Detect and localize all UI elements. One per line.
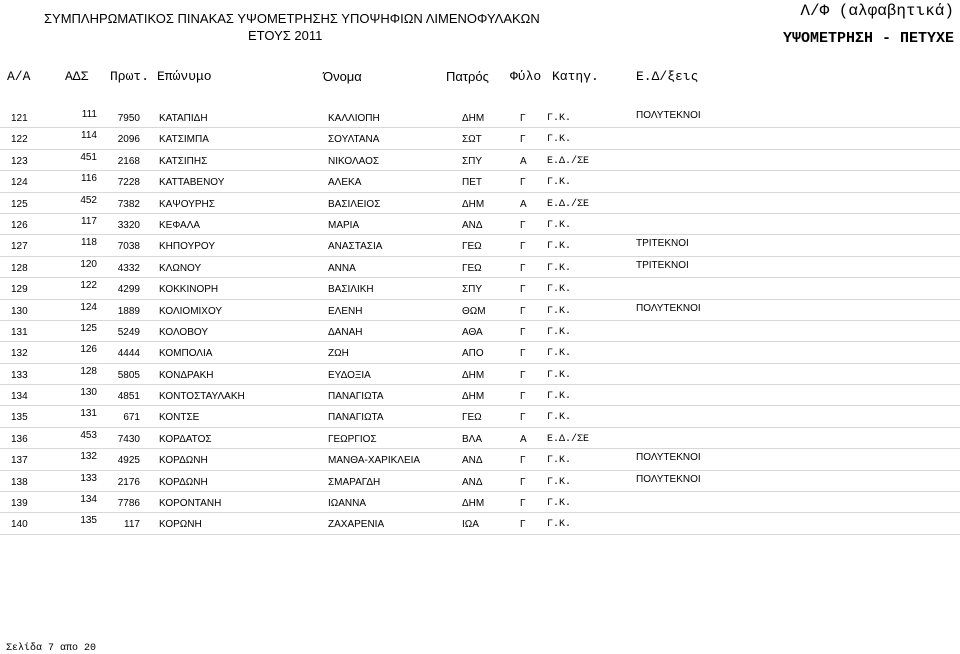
cell-ads: 118 [81,237,97,249]
cell-name: ΒΑΣΙΛΙΚΗ [328,284,374,296]
cell-name: ΚΑΛΛΙΟΠΗ [328,113,380,124]
cell-ads: 114 [81,130,97,142]
table-row [0,364,960,385]
cell-ads: 133 [80,472,97,484]
cell-extra: ΠΟΛΥΤΕΚΝΟΙ [636,452,701,464]
cell-surname: ΚΑΤΤΑΒΕΝΟΥ [159,177,225,189]
cell-father: ΑΝΔ [462,219,483,231]
cell-prot: 117 [124,519,140,531]
cell-sex: Α [520,155,527,167]
cell-father: ΓΕΩ [462,262,482,274]
table-row [0,171,960,192]
cell-aa: 125 [11,198,28,210]
cell-ads: 128 [80,365,97,377]
cell-aa: 139 [11,498,28,510]
cell-prot: 5805 [117,369,140,381]
cell-extra: ΠΟΛΥΤΕΚΝΟΙ [636,110,701,121]
cell-ads: 132 [80,451,97,463]
cell-prot: 7950 [117,113,140,124]
table-row [0,193,960,214]
cell-extra: ΠΟΛΥΤΕΚΝΟΙ [636,302,701,314]
table-row [0,278,960,299]
cell-aa: 123 [11,155,28,167]
cell-category: Γ.Κ. [547,476,572,488]
cell-ads: 126 [80,344,97,356]
table-row [0,150,960,171]
cell-surname: ΚΑΨΟΥΡΗΣ [159,198,215,210]
cell-surname: ΚΟΝΔΡΑΚΗ [159,369,214,381]
cell-father: ΣΠΥ [462,284,483,296]
cell-category: Γ.Κ. [547,326,572,338]
cell-name: ΜΑΝΘΑ-ΧΑΡΙΚΛΕΙΑ [328,455,421,467]
cell-prot: 7228 [117,177,140,189]
table-row [0,257,960,278]
cell-surname: ΚΟΛΟΒΟΥ [159,326,209,338]
cell-sex: Γ [520,113,526,124]
document-year: ΕΤΟΥΣ 2011 [248,28,323,43]
cell-aa: 133 [11,369,28,381]
cell-ads: 117 [81,215,97,227]
cell-father: ΓΕΩ [462,412,482,424]
cell-prot: 3320 [117,219,140,231]
cell-category: Γ.Κ. [547,369,572,381]
cell-name: ΠΑΝΑΓΙΩΤΑ [328,391,384,403]
cell-surname: ΚΟΡΔΩΝΗ [159,455,208,467]
cell-prot: 4299 [117,284,140,296]
cell-category: Γ.Κ. [547,134,572,146]
cell-prot: 4851 [117,391,140,403]
table-row [0,235,960,256]
table-row [0,300,960,321]
cell-father: ΔΗΜ [462,113,485,124]
cell-aa: 138 [11,476,28,488]
cell-surname: ΚΟΡΟΝΤΑΝΗ [159,498,222,510]
column-header-prot: Πρωτ. [110,69,150,84]
cell-sex: Γ [520,241,526,253]
cell-father: ΙΩΑ [462,519,479,531]
cell-category: Γ.Κ. [547,113,572,124]
table-row [0,107,960,128]
cell-aa: 121 [11,113,28,124]
table-row [0,214,960,235]
table-row [0,128,960,149]
cell-prot: 671 [123,412,140,424]
table-row [0,449,960,470]
cell-category: Γ.Κ. [547,412,572,424]
cell-name: ΑΝΝΑ [328,262,356,274]
cell-sex: Γ [520,498,526,510]
cell-surname: ΚΟΡΔΩΝΗ [159,476,208,488]
cell-ads: 130 [80,387,97,399]
cell-name: ΖΩΗ [328,348,349,360]
column-header-sex: Φύλο [510,69,542,84]
cell-category: Γ.Κ. [547,519,572,531]
cell-father: ΣΩΤ [462,134,482,146]
cell-category: Ε.Δ./ΣΕ [547,433,590,445]
column-header-category: Κατηγ. [552,69,599,84]
cell-category: Γ.Κ. [547,348,572,360]
cell-category: Γ.Κ. [547,455,572,467]
cell-ads: 124 [80,301,97,313]
cell-prot: 1889 [117,305,140,317]
cell-ads: 135 [80,515,97,527]
cell-category: Ε.Δ./ΣΕ [547,155,590,167]
cell-surname: ΚΟΝΤΟΣΤΑΥΛΑΚΗ [159,391,245,403]
cell-sex: Γ [520,391,526,403]
cell-name: ΣΜΑΡΑΓΔΗ [328,476,381,488]
table-row [0,428,960,449]
cell-surname: ΚΟΛΙΟΜΙΧΟΥ [159,305,223,317]
table-row [0,513,960,534]
cell-prot: 4444 [117,348,140,360]
cell-surname: ΚΗΠΟΥΡΟΥ [159,241,216,253]
cell-sex: Γ [520,284,526,296]
cell-father: ΔΗΜ [462,391,485,403]
cell-sex: Γ [520,262,526,274]
sort-order-label: Λ/Φ (αλφαβητικά) [800,2,954,20]
cell-father: ΑΘΑ [462,326,483,338]
cell-ads: 453 [80,429,97,441]
cell-sex: Γ [520,348,526,360]
cell-father: ΔΗΜ [462,369,485,381]
cell-category: Γ.Κ. [547,177,572,189]
column-header-name: Όνομα [323,69,362,84]
table-row [0,385,960,406]
cell-name: ΜΑΡΙΑ [328,219,360,231]
cell-category: Ε.Δ./ΣΕ [547,198,590,210]
cell-name: ΕΥΔΟΞΙΑ [328,369,371,381]
cell-surname: ΚΟΚΚΙΝΟΡΗ [159,284,219,296]
cell-name: ΔΑΝΑΗ [328,326,363,338]
cell-prot: 4332 [117,262,140,274]
cell-category: Γ.Κ. [547,498,572,510]
cell-father: ΓΕΩ [462,241,482,253]
cell-name: ΝΙΚΟΛΑΟΣ [328,155,380,167]
cell-sex: Γ [520,326,526,338]
cell-father: ΔΗΜ [462,498,485,510]
cell-aa: 140 [11,519,28,531]
cell-surname: ΚΟΝΤΣΕ [159,412,200,424]
cell-ads: 122 [80,280,97,292]
cell-aa: 131 [11,326,28,338]
cell-aa: 136 [11,433,28,445]
cell-prot: 7786 [117,498,140,510]
cell-prot: 7382 [117,198,140,210]
column-header-extra: Ε.Δ/ξεις [636,69,699,84]
cell-aa: 126 [11,219,28,231]
cell-ads: 111 [81,109,97,120]
cell-surname: ΚΟΜΠΟΛΙΑ [159,348,213,360]
cell-name: ΖΑΧΑΡΕΝΙΑ [328,519,385,531]
cell-father: ΘΩΜ [462,305,486,317]
cell-ads: 131 [80,408,97,420]
cell-prot: 2168 [117,155,140,167]
cell-category: Γ.Κ. [547,391,572,403]
cell-aa: 134 [11,391,28,403]
cell-category: Γ.Κ. [547,284,572,296]
cell-sex: Γ [520,134,526,146]
cell-category: Γ.Κ. [547,219,572,231]
cell-father: ΑΝΔ [462,455,483,467]
results-table [0,107,960,535]
column-header-surname: Επώνυμο [157,69,212,84]
column-header-father: Πατρός [446,69,489,84]
cell-name: ΓΕΩΡΓΙΟΣ [328,433,377,445]
cell-category: Γ.Κ. [547,262,572,274]
cell-aa: 122 [11,134,28,146]
cell-sex: Γ [520,305,526,317]
cell-aa: 130 [11,305,28,317]
cell-father: ΔΗΜ [462,198,485,210]
table-row [0,406,960,427]
column-header-ads: ΑΔΣ [65,69,89,84]
cell-prot: 5249 [117,326,140,338]
cell-prot: 4925 [117,455,140,467]
cell-father: ΑΝΔ [462,476,483,488]
document-title: ΣΥΜΠΛΗΡΩΜΑΤΙΚΟΣ ΠΙΝΑΚΑΣ ΥΨΟΜΕΤΡΗΣΗΣ ΥΠΟΨΗΦΙΩΝ ΛΙΜΕΝΟΦΥΛΑΚΩΝ [44,11,540,26]
table-row [0,471,960,492]
cell-sex: Γ [520,519,526,531]
cell-ads: 125 [80,322,97,334]
cell-ads: 451 [80,151,97,163]
cell-surname: ΚΑΤΣΙΠΗΣ [159,155,208,167]
cell-category: Γ.Κ. [547,305,572,317]
cell-name: ΑΝΑΣΤΑΣΙΑ [328,241,383,253]
cell-name: ΣΟΥΛΤΑΝΑ [328,134,380,146]
table-row [0,492,960,513]
table-row [0,342,960,363]
table-row [0,321,960,342]
cell-name: ΕΛΕΝΗ [328,305,363,317]
cell-surname: ΚΛΩΝΟΥ [159,262,202,274]
cell-name: ΠΑΝΑΓΙΩΤΑ [328,412,384,424]
cell-aa: 132 [11,348,28,360]
cell-father: ΠΕΤ [462,177,482,189]
cell-surname: ΚΟΡΔΑΤΟΣ [159,433,212,445]
cell-aa: 135 [11,412,28,424]
cell-surname: ΚΕΦΑΛΑ [159,219,201,231]
cell-aa: 127 [11,241,28,253]
cell-prot: 7430 [117,433,140,445]
cell-surname: ΚΑΤΣΙΜΠΑ [159,134,209,146]
cell-prot: 2176 [117,476,140,488]
cell-father: ΑΠΟ [462,348,484,360]
cell-surname: ΚΟΡΩΝΗ [159,519,202,531]
cell-extra: ΠΟΛΥΤΕΚΝΟΙ [636,473,701,485]
column-header-aa: Α/Α [7,69,31,84]
cell-sex: Γ [520,412,526,424]
cell-sex: Γ [520,476,526,488]
cell-category: Γ.Κ. [547,241,572,253]
cell-aa: 128 [11,262,28,274]
cell-sex: Α [520,433,527,445]
cell-extra: ΤΡΙΤΕΚΝΟΙ [636,259,689,271]
cell-aa: 129 [11,284,28,296]
cell-name: ΒΑΣΙΛΕΙΟΣ [328,198,381,210]
cell-father: ΣΠΥ [462,155,483,167]
cell-sex: Γ [520,177,526,189]
cell-aa: 137 [11,455,28,467]
cell-prot: 7038 [117,241,140,253]
cell-ads: 452 [80,194,97,206]
cell-sex: Γ [520,455,526,467]
cell-sex: Γ [520,219,526,231]
cell-ads: 120 [80,258,97,270]
cell-name: ΑΛΕΚΑ [328,177,362,189]
cell-father: ΒΛΑ [462,433,483,445]
cell-ads: 116 [81,173,97,185]
cell-prot: 2096 [117,134,140,146]
cell-aa: 124 [11,177,28,189]
cell-sex: Α [520,198,527,210]
cell-surname: ΚΑΤΑΠΙΔΗ [159,113,208,124]
cell-extra: ΤΡΙΤΕΚΝΟΙ [636,238,689,250]
cell-ads: 134 [80,494,97,506]
cell-name: ΙΩΑΝΝΑ [328,498,367,510]
cell-sex: Γ [520,369,526,381]
page-number: Σελίδα 7 απο 20 [6,643,97,654]
measurement-label: ΥΨΟΜΕΤΡΗΣΗ - ΠΕΤΥΧΕ [782,30,954,47]
